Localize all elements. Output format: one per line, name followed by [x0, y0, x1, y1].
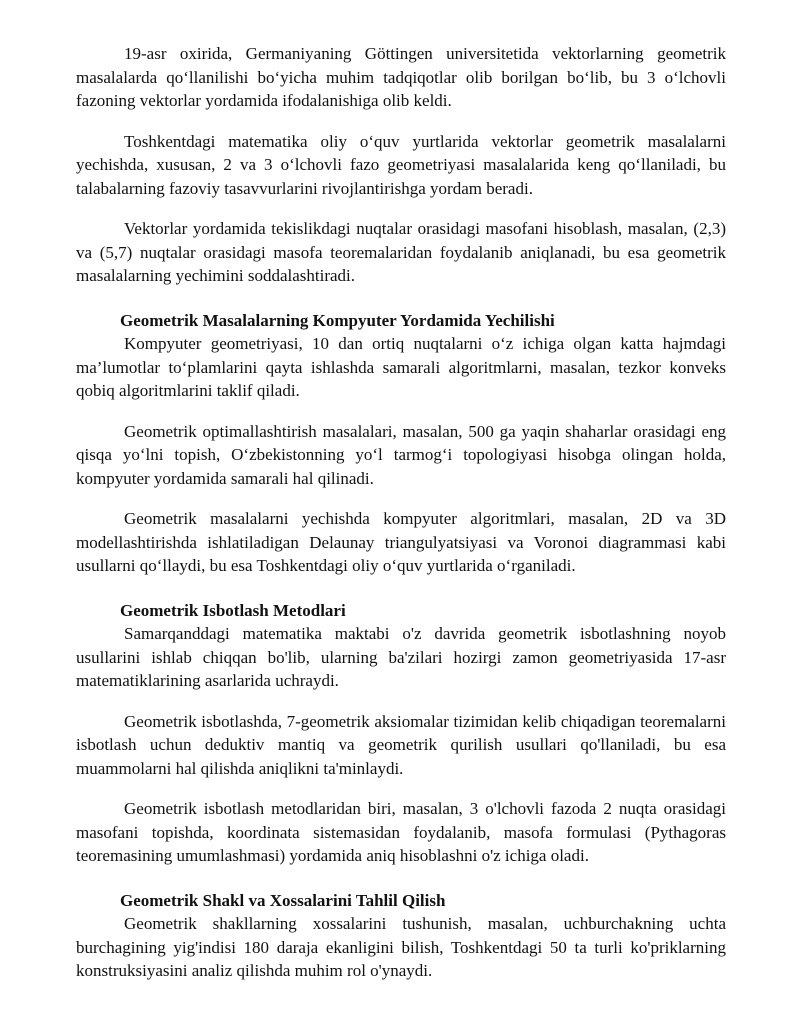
paragraph: Geometrik isbotlash metodlaridan biri, masalan, 3 o'lchovli fazoda 2 nuqta orasidagi masofani topishda, koordinata sistemasidan foydalanib, masofa formulasi (Pythagoras teoremasining umumlashmasi) yordamida aniq hisoblashni o'z ichiga oladi. [76, 799, 726, 865]
paragraph: Kompyuter geometriyasi, 10 dan ortiq nuqtalarni o‘z ichiga olgan katta hajmdagi ma’lumotlar to‘plamlarini qayta ishlashda samarali algoritmlarni, masalan, tezkor konveks qobiq algoritmlarini taklif qiladi. [76, 334, 726, 400]
paragraph: Geometrik shakllarning xossalarini tushunish, masalan, uchburchakning uchta burchagining yig'indisi 180 daraja ekanligini bilish, Toshkentdagi 50 ta turli ko'priklarning konstruksiyasini analiz qilishda muhim rol o'ynaydi. [76, 914, 726, 980]
paragraph: Geometrik optimallashtirish masalalari, masalan, 500 ga yaqin shaharlar orasidagi eng qisqa yo‘lni topish, O‘zbekistonning yo‘l tarmog‘i topologiyasi hisobga olingan holda, kompyuter yordamida samarali hal qilinadi. [76, 421, 726, 488]
document-page [76, 42, 726, 1000]
section-heading-shape-analysis: Geometrik Shakl va Xossalarini Tahlil Qilish [120, 890, 446, 910]
section-heading-computer-solutions: Geometrik Masalalarning Kompyuter Yordamida Yechilishi [120, 310, 555, 330]
section-heading-proof-methods: Geometrik Isbotlash Metodlari [120, 600, 346, 620]
paragraph: Toshkentdagi matematika oliy o‘quv yurtlarida vektorlar geometrik masalalarni yechishda, xususan, 2 va 3 o‘lchovli fazo geometriyasi masalalarida keng qo‘llaniladi, bu talabalarning fazoviy tasavvurlarini rivojlantirishga yordam beradi. [76, 131, 726, 198]
paragraph: Geometrik isbotlashda, 7-geometrik aksiomalar tizimidan kelib chiqadigan teoremalarni isbotlash uchun deduktiv mantiq va geometrik qurilish usullari qo'llaniladi, bu esa muammolarni hal qilishda aniqlikni ta'minlaydi. [76, 711, 726, 778]
paragraph: Vektorlar yordamida tekislikdagi nuqtalar orasidagi masofani hisoblash, masalan, (2,3) va (5,7) nuqtalar orasidagi masofa teoremalaridan foydalanib aniqlanadi, bu esa geometrik masalalarning yechimini soddalashtiradi. [76, 219, 726, 285]
paragraph: Samarqanddagi matematika maktabi o'z davrida geometrik isbotlashning noyob usullarini ishlab chiqqan bo'lib, ularning ba'zilari hozirgi zamon geometriyasida 17-asr matematiklarining asarlarida uchraydi. [76, 624, 726, 690]
paragraph: Geometrik masalalarni yechishda kompyuter algoritmlari, masalan, 2D va 3D modellashtirishda ishlatiladigan Delaunay triangulyatsiyasi va Voronoi diagrammasi kabi usullarni qo‘llaydi, bu esa Toshkentdagi oliy o‘quv yurtlarida o‘rganiladi. [76, 509, 726, 575]
paragraph: 19-asr oxirida, Germaniyaning Göttingen universitetida vektorlarning geometrik masalalarda qo‘llanilishi bo‘yicha muhim tadqiqotlar olib borilgan bo‘lib, bu 3 o‘lchovli fazoning vektorlar yordamida ifodalanishiga olib keldi. [76, 44, 726, 110]
